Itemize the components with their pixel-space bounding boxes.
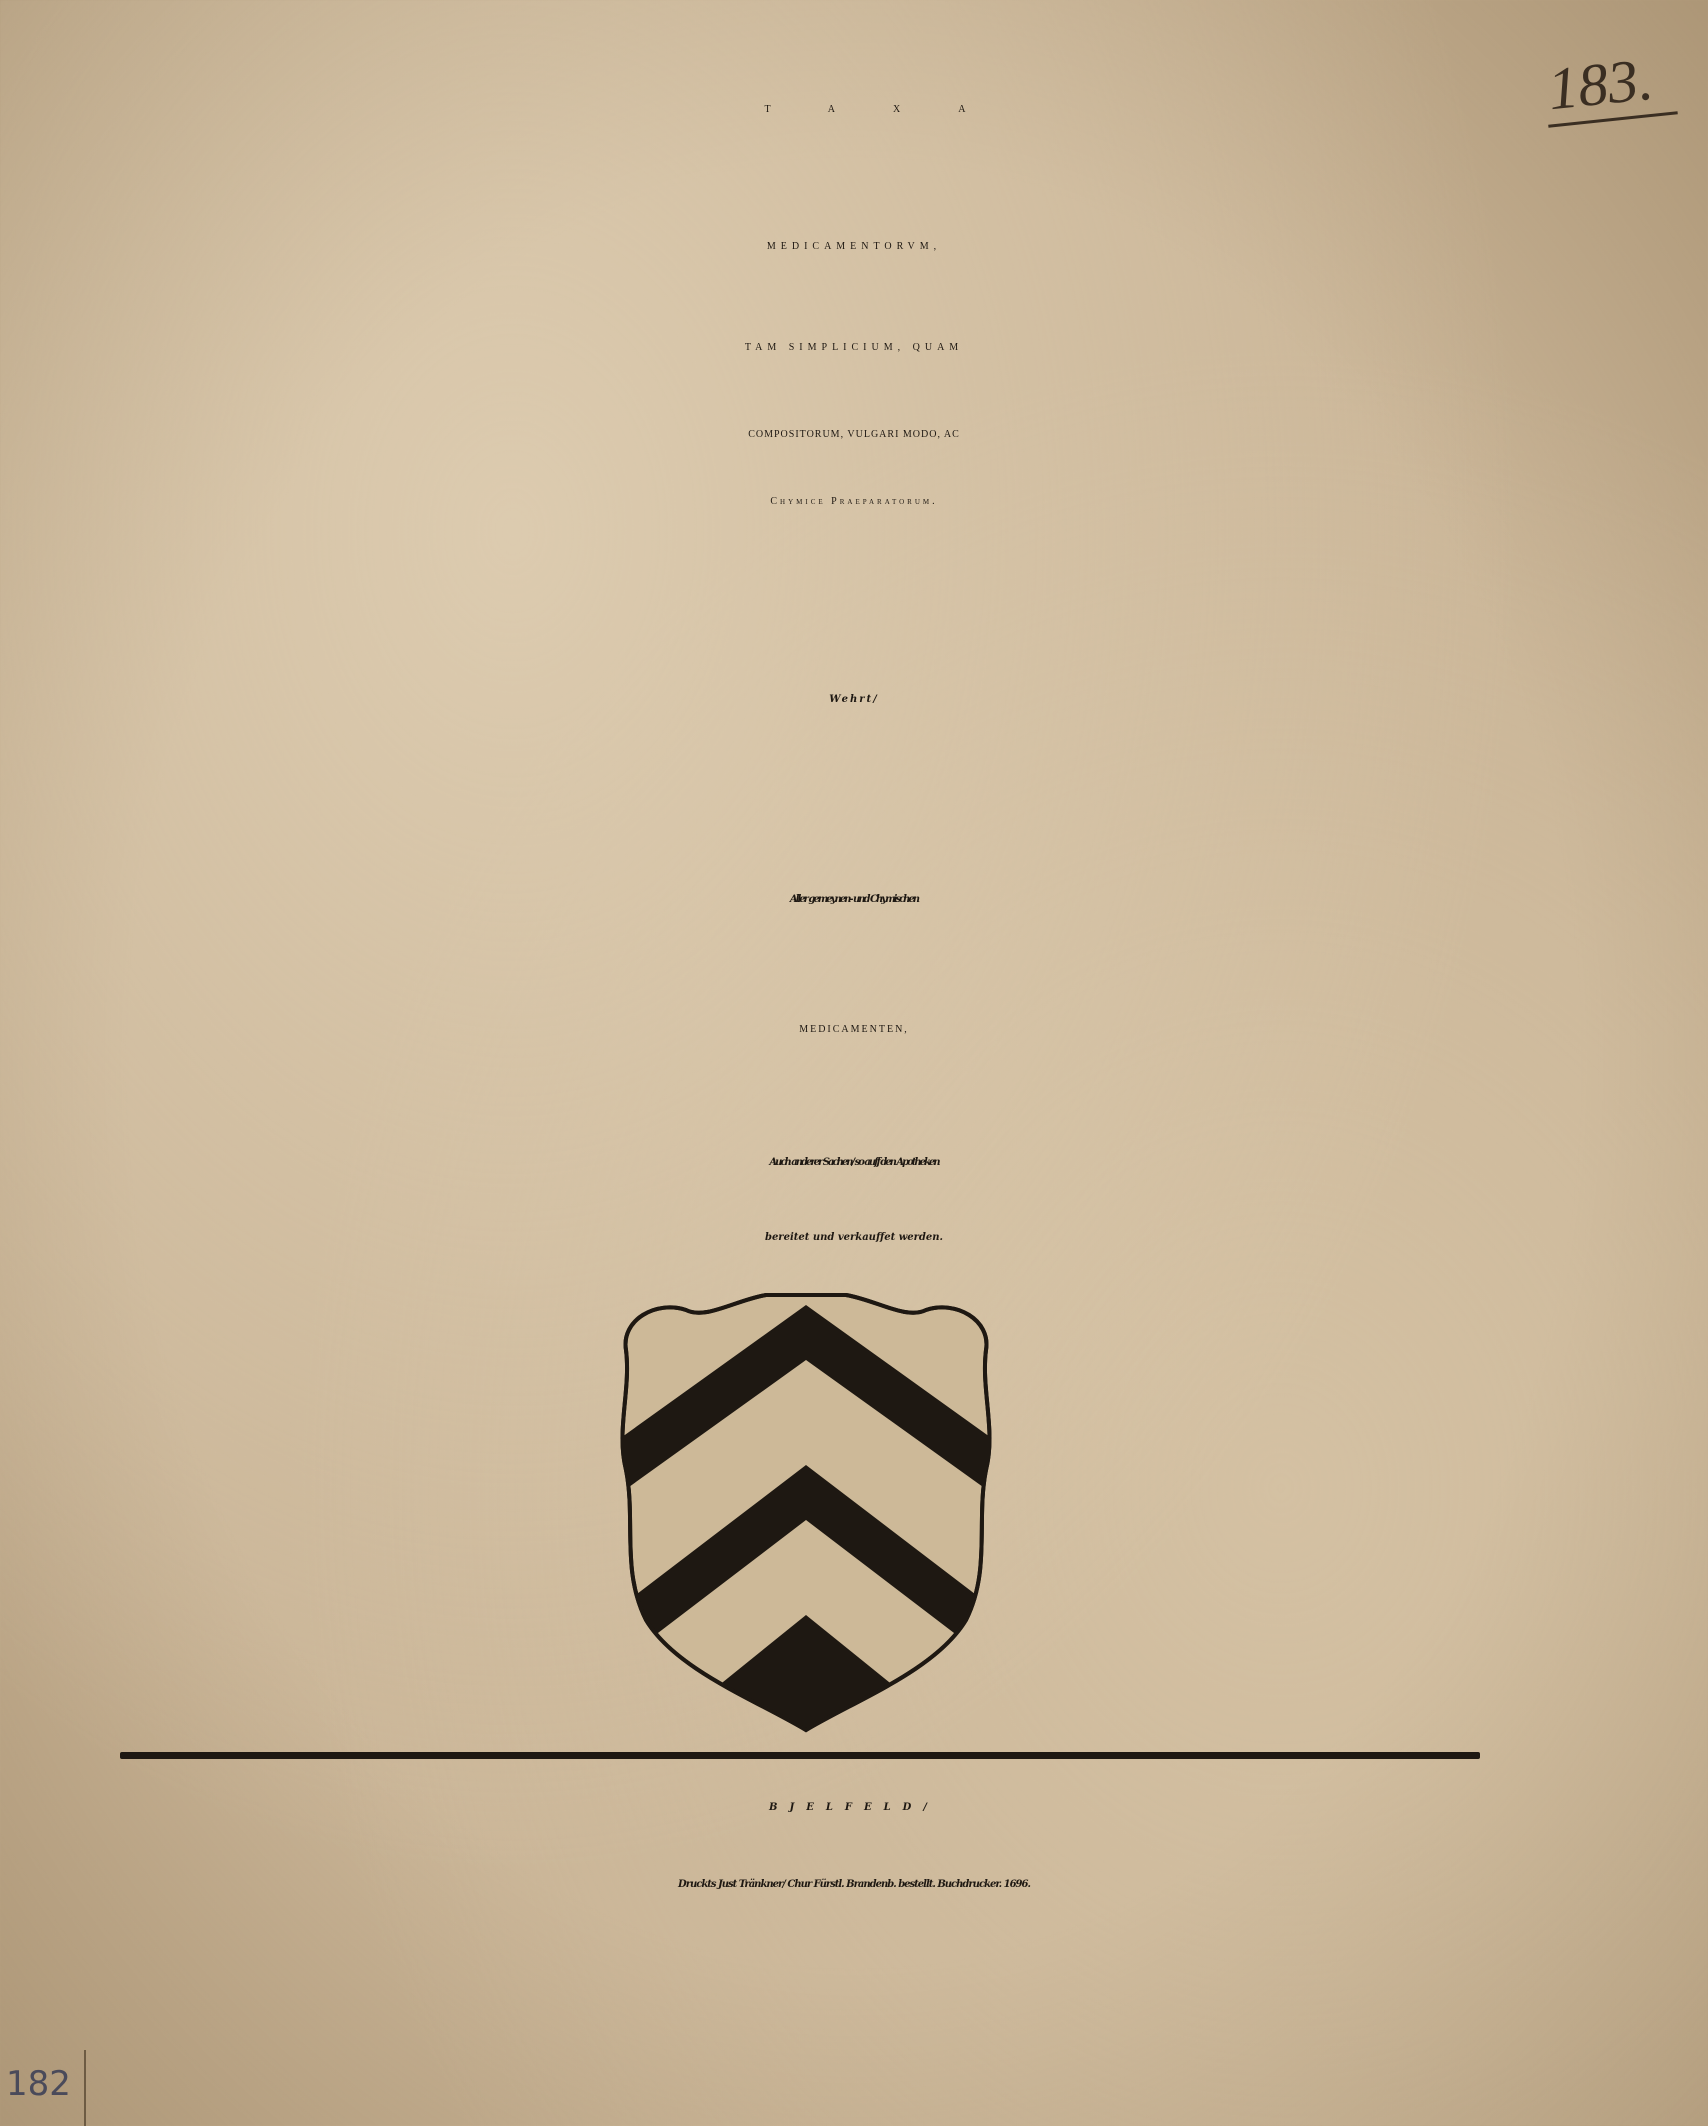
title-chymice: Chymice Praeparatorum. xyxy=(770,496,938,507)
title-medicamenten: MEDICAMENTEN, xyxy=(799,1024,909,1035)
folio-number-top: 183. xyxy=(1544,45,1657,123)
horizontal-rule xyxy=(120,1752,1480,1759)
title-taxa: TAXA xyxy=(764,104,1024,115)
title-simplicium: TAM SIMPLICIUM, QUAM xyxy=(744,342,964,353)
title-medicamentorum: MEDICAMENTORVM, xyxy=(766,241,942,252)
imprint-place: BJELFELD/ xyxy=(769,1802,939,1813)
title-compositorum: COMPOSITORUM, VULGARI MODO, AC xyxy=(748,429,960,440)
subtitle-auch: Auch anderer Sachen/ so auff den Apotheken xyxy=(769,1157,939,1168)
subtitle-bereitet: bereitet und verkauffet werden. xyxy=(764,1232,944,1243)
imprint-printer: Druckts Just Tränkner/ Chur Fürstl. Brandenb. bestellt. Buchdrucker. 1696. xyxy=(678,1879,1030,1890)
coat-of-arms-icon xyxy=(596,1280,1016,1740)
page-edge-line xyxy=(84,2050,86,2126)
subtitle-aller: Aller gemeynen- und Chymischen xyxy=(789,894,919,905)
heading-wehrt: Wehrt/ xyxy=(829,694,879,705)
folio-number-bottom: 182 xyxy=(6,2064,71,2104)
